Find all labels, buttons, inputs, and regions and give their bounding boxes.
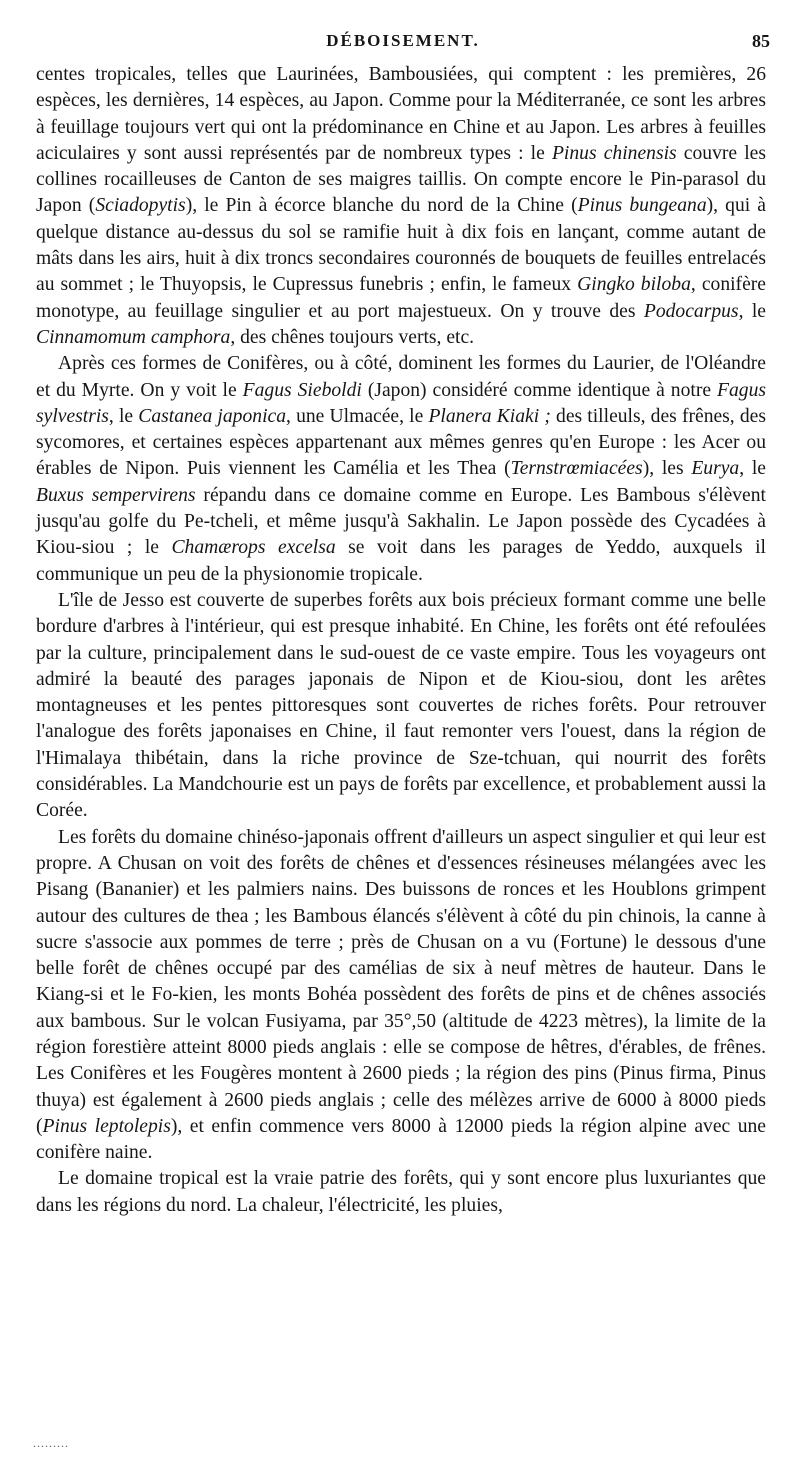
text-run: ), et enfin commence vers 8000 à 12000 pieds la région alpine avec une conifère naine. (36, 1115, 767, 1164)
italic-term: Fagus sylvestris (36, 379, 766, 427)
page-header (36, 31, 770, 57)
italic-term: Chamærops excelsa (171, 537, 336, 559)
text-run: Après ces formes de Conifères, ou à côté, dominent les formes du Laurier, de l'Oléandre et du Myrte. On y voit le (36, 353, 766, 401)
text-run: ), le Pin à écorce blanche du nord de la Chine ( (185, 195, 578, 217)
body-text (36, 62, 766, 1219)
italic-term: Gingko biloba (577, 274, 691, 296)
text-run: centes tropicales, telles que Laurinées, Bambousiées, qui comptent : les premières, 26 espèces, les dernières, 14 espèces, au Japon. Comme pour la Méditerranée, ce sont les arbres à feuillage toujours vert qui ont la prédominance en Chine et au Japon. Les arbres à feuilles aciculaires y sont aussi représentés par de nombreux types : le (36, 64, 766, 164)
paragraph (36, 588, 766, 825)
text-run: Le domaine tropical est la vraie patrie des forêts, qui y sont encore plus luxuriantes que dans les régions du nord. La chaleur, l'électricité, les pluies, (36, 1168, 766, 1216)
text-run: ), les (642, 458, 692, 480)
italic-term: Buxus sempervirens (36, 484, 196, 506)
italic-term: Pinus leptolepis (42, 1115, 171, 1137)
italic-term: Pinus chinensis (551, 142, 677, 164)
paragraph (36, 351, 766, 588)
italic-term: Sciadopytis (95, 195, 186, 217)
paragraph (36, 825, 766, 1167)
text-run: couvre les collines rocailleuses de Canton de ses maigres taillis. On compte encore le Pin-parasol du Japon ( (36, 142, 767, 217)
text-run: se voit dans les parages de Yeddo, auxquels il communique un peu de la physionomie tropicale. (36, 537, 766, 585)
text-run: , conifère monotype, au feuillage singulier et au port majestueux. On y trouve des (36, 274, 766, 322)
text-run: , le (738, 300, 766, 322)
text-run: (Japon) considéré comme identique à notre (361, 379, 718, 401)
text-run: L'île de Jesso est couverte de superbes forêts aux bois précieux formant comme une belle bordure d'arbres à l'intérieur, qui est presque inhabité. En Chine, les forêts ont été refoulées par la culture, principalement dans le sud-ouest de ce vaste empire. Tous les voyageurs ont admiré la beauté des parages japonais de Nipon et de Kiou-siou, dont les arêtes montagneuses et les pentes pittoresques sont couvertes de riches forêts. Pour retrouver l'analogue des forêts japonaises en Chine, il faut remonter vers l'ouest, dans la région de l'Himalaya thibétain, dans la riche province de Sze-tchuan, qui nourrit des forêts considérables. La Mandchourie est un pays de forêts par excellence, et probablement aussi la Corée. (36, 589, 766, 822)
text-run: des tilleuls, des frênes, des sycomores, et certaines espèces appartenant aux mêmes genres qu'en Europe : les Acer ou érables de Nipon. Puis viennent les Camélia et les Thea ( (36, 405, 766, 480)
italic-term: Pinus bungeana (577, 195, 707, 217)
text-run: , le (108, 405, 139, 427)
text-run: , le (739, 458, 766, 480)
italic-term: Planera Kiaki ; (428, 405, 551, 427)
text-run: répandu dans ce domaine comme en Europe. Les Bambous s'élèvent jusqu'au golfe du Pe-tcheli, et même jusqu'à Sakhalin. Le Japon possède des Cycadées à Kiou-siou ; le (36, 484, 766, 559)
italic-term: Cinnamomum camphora (36, 326, 231, 348)
footer-dots: ......... (33, 1436, 69, 1450)
running-title: DÉBOISEMENT. (326, 31, 480, 50)
text-run: Les forêts du domaine chinéso-japonais offrent d'ailleurs un aspect singulier et qui leur est propre. A Chusan on voit des forêts de chênes et d'essences résineuses mélangées avec les Pisang (Bananier) et les palmiers nains. Des buissons de ronces et les Houblons grimpent autour des cultures de thea ; les Bambous élancés s'élèvent à côté du pin chinois, la canne à sucre s'associe aux pommes de terre ; près de Chusan on a vu (Fortune) le dessous d'une belle forêt de chênes occupé par des camélias de six à neuf mètres de hauteur. Dans le Kiang-si et le Fo-kien, les monts Bohéa possèdent des forêts de pins et de chênes associés aux bambous. Sur le volcan Fusiyama, par 35°,50 (altitude de 4223 mètres), la limite de la région forestière atteint 8000 pieds anglais : elle se compose de hêtres, d'érables, de frênes. Les Conifères et les Fougères montent à 2600 pieds ; la région des pins (Pinus firma, Pinus thuya) est également à 2600 pieds anglais ; celle des mélèzes arrive de 6000 à 8000 pieds ( (36, 826, 766, 1137)
text-run: , des chênes toujours verts, etc. (230, 326, 475, 348)
text-run: , une Ulmacée, le (286, 405, 429, 427)
italic-term: Podocarpus (643, 300, 739, 322)
paragraph (36, 62, 766, 351)
italic-term: Fagus Sieboldi (242, 379, 362, 401)
italic-term: Castanea japonica (138, 405, 287, 427)
text-run: ), qui à quelque distance au-dessus du sol se ramifie huit à dix fois en lançant, comme autant de mâts dans les airs, huit à dix troncs secondaires couronnés de bouquets de feuilles entrelacés au sommet ; le Thuyopsis, le Cupressus funebris ; enfin, le fameux (36, 195, 767, 296)
page-number: 85 (752, 31, 770, 51)
paragraph (36, 1166, 766, 1219)
italic-term: Ternstrœmiacées (510, 458, 643, 480)
italic-term: Eurya (691, 458, 740, 480)
